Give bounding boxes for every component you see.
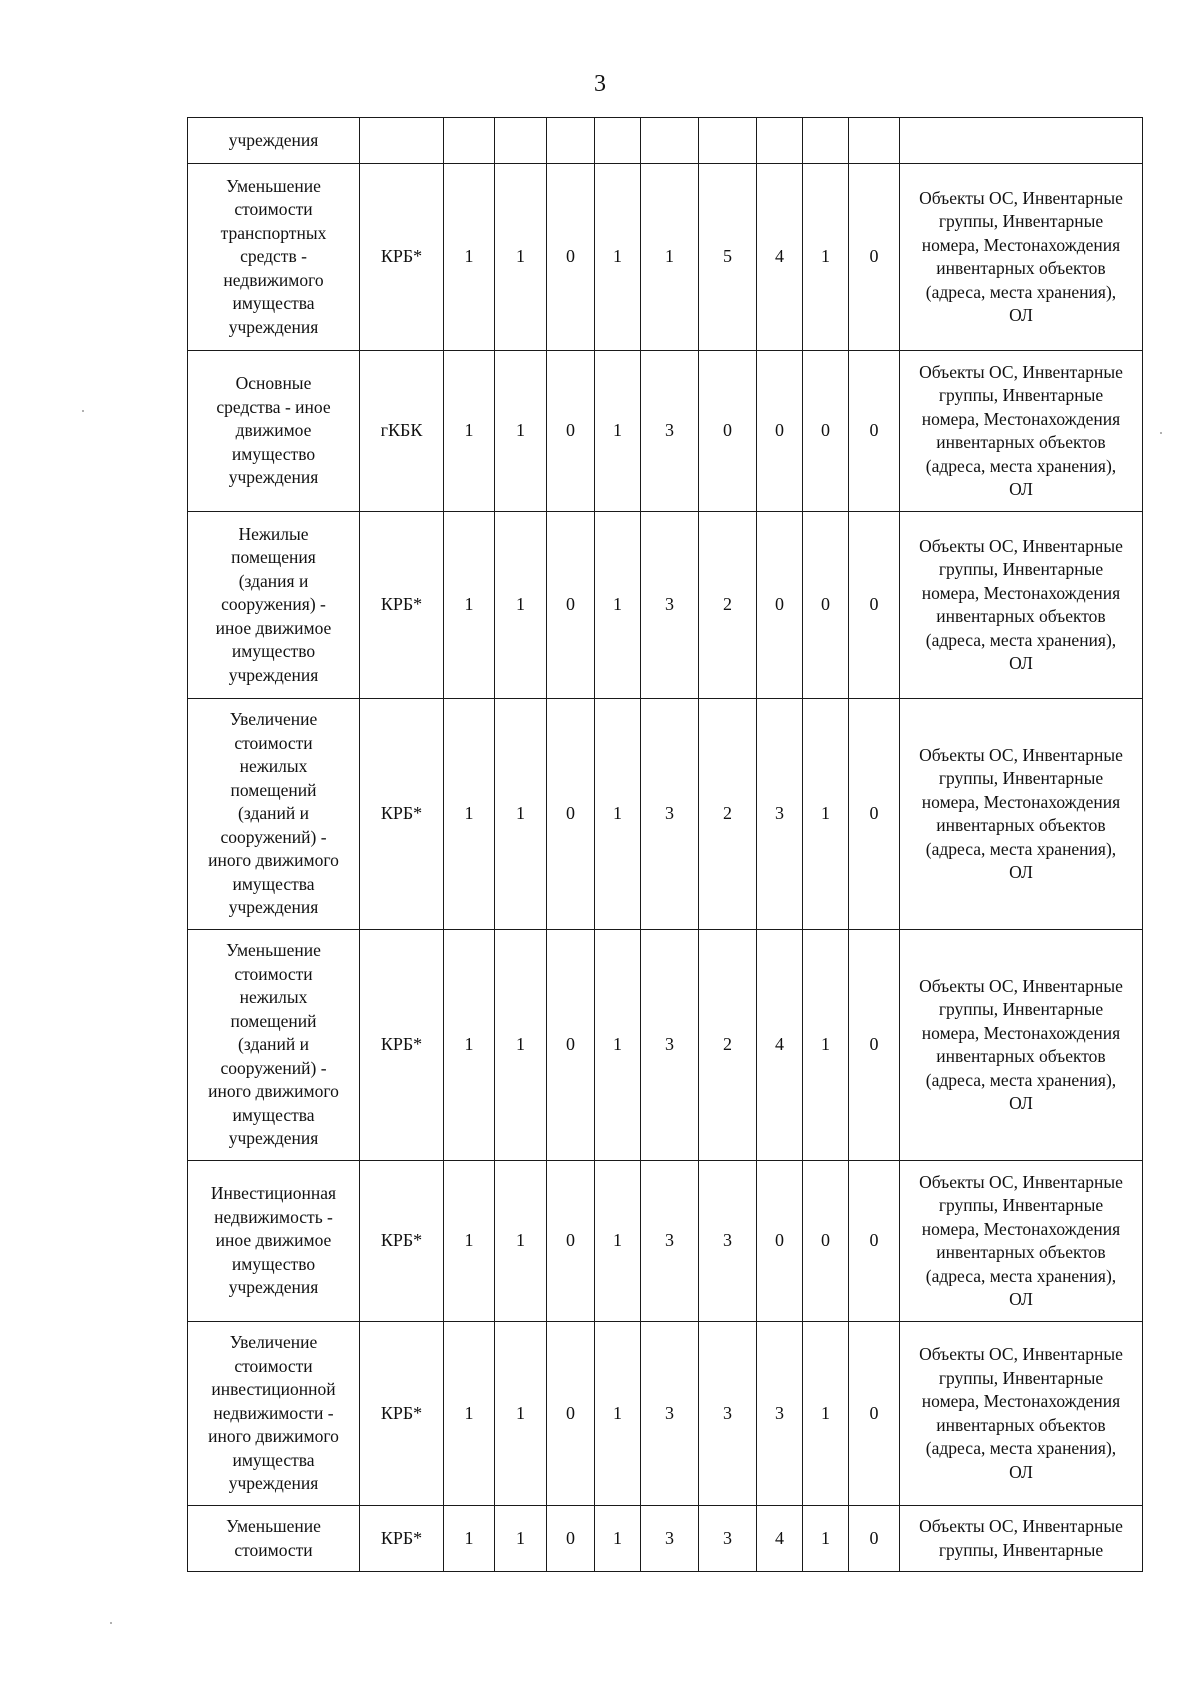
account-name-line: имущество <box>231 443 316 464</box>
account-name-line: Уменьшение <box>226 1516 321 1536</box>
code-type-cell: КРБ* <box>360 164 444 351</box>
table-row <box>188 930 1143 1161</box>
account-digit-cell <box>444 118 495 164</box>
account-name-line: нежилых <box>239 987 308 1008</box>
account-digit-cell: 1 <box>595 930 641 1161</box>
analytics-line: (адреса, места хранения), <box>925 1069 1117 1090</box>
analytics-line: группы, Инвентарные <box>938 211 1104 231</box>
account-name-line: сооружений) - <box>220 1057 327 1078</box>
analytics-line: номера, Местонахождения <box>921 408 1121 429</box>
account-digit-cell: 1 <box>595 1161 641 1322</box>
account-digit-cell: 0 <box>547 164 595 351</box>
account-digit-cell: 0 <box>547 351 595 512</box>
account-name-line: имущества <box>232 873 315 894</box>
code-type-cell: КРБ* <box>360 1322 444 1506</box>
account-name-line: средства - иное <box>216 396 331 417</box>
account-digit-cell: 1 <box>495 1506 547 1572</box>
analytics-line: номера, Местонахождения <box>921 791 1121 812</box>
analytics-line: ОЛ <box>1009 653 1033 673</box>
account-digit-cell <box>757 118 803 164</box>
analytics-line: инвентарных объектов <box>936 1046 1106 1066</box>
account-digit-cell: 3 <box>641 1161 699 1322</box>
analytics-line: группы, Инвентарные <box>938 559 1104 579</box>
account-digit-cell: 0 <box>803 1161 849 1322</box>
analytics-line: инвентарных объектов <box>936 1242 1106 1262</box>
account-name-line: иного движимого <box>208 850 339 871</box>
account-digit-cell: 1 <box>803 930 849 1161</box>
account-digit-cell: 1 <box>444 930 495 1161</box>
account-digit-cell: 3 <box>699 1506 757 1572</box>
account-digit-cell: 1 <box>444 1161 495 1322</box>
scan-speck <box>110 1622 112 1624</box>
account-name-line: стоимости <box>234 1355 313 1376</box>
account-name-line: учреждения <box>228 316 319 337</box>
account-digit-cell: 2 <box>699 512 757 699</box>
account-name-cell <box>188 1161 360 1322</box>
analytics-line: Объекты ОС, Инвентарные <box>919 1171 1123 1192</box>
analytics-line: номера, Местонахождения <box>921 1218 1121 1239</box>
account-digit-cell: 0 <box>757 1161 803 1322</box>
account-digit-cell: 0 <box>547 699 595 930</box>
account-name-line: помещений <box>230 1010 317 1031</box>
account-digit-cell: 0 <box>849 699 900 930</box>
analytics-line: Объекты ОС, Инвентарные <box>919 361 1123 382</box>
code-type-cell: КРБ* <box>360 1506 444 1572</box>
analytics-line: (адреса, места хранения), <box>925 455 1117 476</box>
analytics-cell <box>900 1506 1143 1572</box>
account-name-line: учреждения <box>228 1277 319 1298</box>
account-digit-cell: 3 <box>641 1506 699 1572</box>
account-digit-cell: 0 <box>757 512 803 699</box>
account-name-line: недвижимость - <box>214 1206 333 1227</box>
account-digit-cell: 3 <box>641 930 699 1161</box>
account-digit-cell: 1 <box>495 351 547 512</box>
account-digit-cell: 1 <box>444 1322 495 1506</box>
account-name-line: Уменьшение <box>226 940 321 961</box>
account-digit-cell: 1 <box>803 699 849 930</box>
account-name-line: учреждения <box>228 1128 319 1149</box>
account-name-cell <box>188 1322 360 1506</box>
analytics-line: группы, Инвентарные <box>938 1195 1104 1215</box>
account-digit-cell: 0 <box>547 1161 595 1322</box>
analytics-line: инвентарных объектов <box>936 258 1106 278</box>
analytics-line: инвентарных объектов <box>936 606 1106 626</box>
account-digit-cell: 2 <box>699 930 757 1161</box>
account-digit-cell: 0 <box>849 164 900 351</box>
analytics-cell <box>900 930 1143 1161</box>
account-digit-cell: 3 <box>641 512 699 699</box>
account-digit-cell: 0 <box>547 512 595 699</box>
account-digit-cell: 0 <box>757 351 803 512</box>
account-digit-cell <box>803 118 849 164</box>
account-digit-cell: 0 <box>849 1322 900 1506</box>
account-digit-cell: 1 <box>641 164 699 351</box>
analytics-line: номера, Местонахождения <box>921 1391 1121 1411</box>
analytics-line: Объекты ОС, Инвентарные <box>919 975 1123 996</box>
account-digit-cell: 1 <box>595 1506 641 1572</box>
account-digit-cell: 0 <box>547 930 595 1161</box>
analytics-line: инвентарных объектов <box>936 1414 1106 1435</box>
analytics-line: ОЛ <box>1009 479 1033 499</box>
account-digit-cell: 1 <box>495 164 547 351</box>
account-name-cell <box>188 512 360 699</box>
account-digit-cell: 1 <box>803 164 849 351</box>
analytics-line: Объекты ОС, Инвентарные <box>919 187 1123 208</box>
analytics-line: ОЛ <box>1009 1461 1033 1482</box>
account-name-line: иное движимое <box>215 1230 332 1251</box>
analytics-line: группы, Инвентарные <box>938 768 1104 788</box>
account-digit-cell: 1 <box>444 351 495 512</box>
analytics-line: Объекты ОС, Инвентарные <box>919 535 1123 556</box>
account-name-line: помещения <box>231 547 316 568</box>
code-type-cell <box>360 118 444 164</box>
analytics-line: (адреса, места хранения), <box>925 1438 1117 1458</box>
analytics-line: Объекты ОС, Инвентарные <box>919 744 1123 765</box>
account-name-line: учреждения <box>228 1473 319 1494</box>
account-digit-cell: 1 <box>595 699 641 930</box>
account-name-line: имущество <box>231 641 316 662</box>
analytics-cell <box>900 1161 1143 1322</box>
account-digit-cell: 1 <box>595 164 641 351</box>
account-name-line: имущества <box>232 293 315 314</box>
account-digit-cell: 1 <box>444 512 495 699</box>
account-name-cell <box>188 164 360 351</box>
account-digit-cell: 0 <box>849 1506 900 1572</box>
analytics-cell <box>900 118 1143 164</box>
account-digit-cell: 3 <box>757 1322 803 1506</box>
analytics-line: номера, Местонахождения <box>921 582 1121 603</box>
analytics-line: (адреса, места хранения), <box>925 838 1117 859</box>
account-name-line: недвижимости - <box>213 1402 334 1423</box>
account-name-line: недвижимого <box>223 269 324 290</box>
account-digit-cell <box>641 118 699 164</box>
account-digit-cell: 1 <box>444 164 495 351</box>
account-name-line: движимое <box>235 420 312 441</box>
code-type-cell: КРБ* <box>360 512 444 699</box>
analytics-line: номера, Местонахождения <box>921 1022 1121 1043</box>
table-row <box>188 1161 1143 1322</box>
account-name-line: учреждения <box>228 664 319 685</box>
account-name-line: Увеличение <box>229 1332 318 1353</box>
account-digit-cell: 1 <box>595 1322 641 1506</box>
account-digit-cell: 1 <box>444 699 495 930</box>
analytics-cell <box>900 351 1143 512</box>
account-name-line: стоимости <box>234 1539 313 1560</box>
account-digit-cell <box>595 118 641 164</box>
account-digit-cell: 3 <box>641 351 699 512</box>
account-digit-cell <box>699 118 757 164</box>
table-row <box>188 512 1143 699</box>
account-name-line: имущество <box>231 1253 316 1274</box>
account-digit-cell: 0 <box>699 351 757 512</box>
account-name-line: учреждения <box>228 467 319 488</box>
table-row <box>188 699 1143 930</box>
accounts-table <box>187 117 1143 1572</box>
account-digit-cell: 1 <box>495 699 547 930</box>
account-name-line: Нежилые <box>238 523 309 544</box>
account-digit-cell: 0 <box>803 351 849 512</box>
account-digit-cell: 3 <box>641 699 699 930</box>
account-name-cell <box>188 351 360 512</box>
account-digit-cell: 1 <box>803 1322 849 1506</box>
account-digit-cell: 1 <box>444 1506 495 1572</box>
table-row <box>188 118 1143 164</box>
account-digit-cell: 4 <box>757 930 803 1161</box>
code-type-cell: КРБ* <box>360 930 444 1161</box>
account-digit-cell: 0 <box>803 512 849 699</box>
account-digit-cell <box>495 118 547 164</box>
account-name-line: Увеличение <box>229 709 318 730</box>
account-digit-cell <box>849 118 900 164</box>
account-name-line: (зданий и <box>238 803 309 824</box>
account-name-line: Уменьшение <box>226 175 321 196</box>
table-row <box>188 1322 1143 1506</box>
analytics-line: инвентарных объектов <box>936 432 1106 452</box>
account-digit-cell: 3 <box>757 699 803 930</box>
account-digit-cell: 4 <box>757 164 803 351</box>
code-type-cell: КРБ* <box>360 1161 444 1322</box>
account-digit-cell: 1 <box>803 1506 849 1572</box>
account-digit-cell: 1 <box>495 512 547 699</box>
account-name-line: стоимости <box>234 199 313 220</box>
scan-speck <box>82 410 84 412</box>
account-name-line: транспортных <box>220 222 327 243</box>
account-name-line: имущества <box>232 1449 315 1470</box>
analytics-line: (адреса, места хранения), <box>925 281 1117 302</box>
analytics-line: ОЛ <box>1009 862 1033 882</box>
account-name-cell <box>188 699 360 930</box>
analytics-line: (адреса, места хранения), <box>925 1265 1117 1286</box>
analytics-line: номера, Местонахождения <box>921 234 1121 255</box>
account-name-cell <box>188 118 360 164</box>
code-type-cell: КРБ* <box>360 699 444 930</box>
scan-speck <box>1160 432 1162 434</box>
account-digit-cell: 1 <box>495 1322 547 1506</box>
account-name-line: сооружений) - <box>220 826 327 847</box>
account-name-line: (здания и <box>238 570 309 591</box>
account-name-line: иного движимого <box>208 1426 339 1447</box>
table-row <box>188 164 1143 351</box>
account-digit-cell: 3 <box>641 1322 699 1506</box>
account-name-line: иное движимое <box>215 617 332 638</box>
analytics-line: Объекты ОС, Инвентарные <box>919 1516 1123 1536</box>
table-body <box>188 118 1143 1572</box>
account-name-line: имущества <box>232 1104 315 1125</box>
account-name-line: стоимости <box>234 732 313 753</box>
account-digit-cell: 0 <box>547 1506 595 1572</box>
analytics-line: ОЛ <box>1009 1289 1033 1309</box>
table-row <box>188 351 1143 512</box>
analytics-line: группы, Инвентарные <box>938 1539 1104 1560</box>
account-digit-cell: 1 <box>495 1161 547 1322</box>
account-digit-cell: 2 <box>699 699 757 930</box>
analytics-line: инвентарных объектов <box>936 815 1106 835</box>
account-name-line: учреждения <box>228 129 319 150</box>
analytics-line: (адреса, места хранения), <box>925 629 1117 650</box>
account-name-cell <box>188 1506 360 1572</box>
account-name-line: сооружения) - <box>221 594 326 615</box>
account-name-line: средств - <box>240 246 307 267</box>
account-name-line: (зданий и <box>238 1034 309 1055</box>
analytics-cell <box>900 1322 1143 1506</box>
analytics-cell <box>900 164 1143 351</box>
account-name-line: стоимости <box>234 963 313 984</box>
account-name-line: иного движимого <box>208 1081 339 1102</box>
account-digit-cell: 3 <box>699 1322 757 1506</box>
account-digit-cell: 0 <box>547 1322 595 1506</box>
account-digit-cell: 4 <box>757 1506 803 1572</box>
account-digit-cell: 0 <box>849 512 900 699</box>
page-number: 3 <box>594 71 606 97</box>
analytics-line: группы, Инвентарные <box>938 1367 1104 1388</box>
account-name-line: Инвестиционная <box>210 1183 337 1204</box>
analytics-line: Объекты ОС, Инвентарные <box>919 1344 1123 1364</box>
account-digit-cell: 1 <box>495 930 547 1161</box>
account-name-line: помещений <box>230 779 317 800</box>
analytics-cell <box>900 512 1143 699</box>
account-digit-cell: 3 <box>699 1161 757 1322</box>
account-digit-cell: 0 <box>849 1161 900 1322</box>
table-row <box>188 1506 1143 1572</box>
account-digit-cell: 0 <box>849 351 900 512</box>
account-name-line: учреждения <box>228 897 319 918</box>
account-digit-cell: 1 <box>595 512 641 699</box>
account-digit-cell: 1 <box>595 351 641 512</box>
analytics-line: группы, Инвентарные <box>938 385 1104 405</box>
account-name-line: инвестиционной <box>211 1379 336 1400</box>
analytics-line: ОЛ <box>1009 305 1033 325</box>
code-type-cell: гКБК <box>360 351 444 512</box>
account-name-cell <box>188 930 360 1161</box>
account-digit-cell <box>547 118 595 164</box>
account-name-line: Основные <box>235 373 312 394</box>
analytics-line: группы, Инвентарные <box>938 999 1104 1019</box>
account-digit-cell: 5 <box>699 164 757 351</box>
analytics-cell <box>900 699 1143 930</box>
account-digit-cell: 0 <box>849 930 900 1161</box>
account-name-line: нежилых <box>239 756 308 777</box>
analytics-line: ОЛ <box>1009 1093 1033 1113</box>
